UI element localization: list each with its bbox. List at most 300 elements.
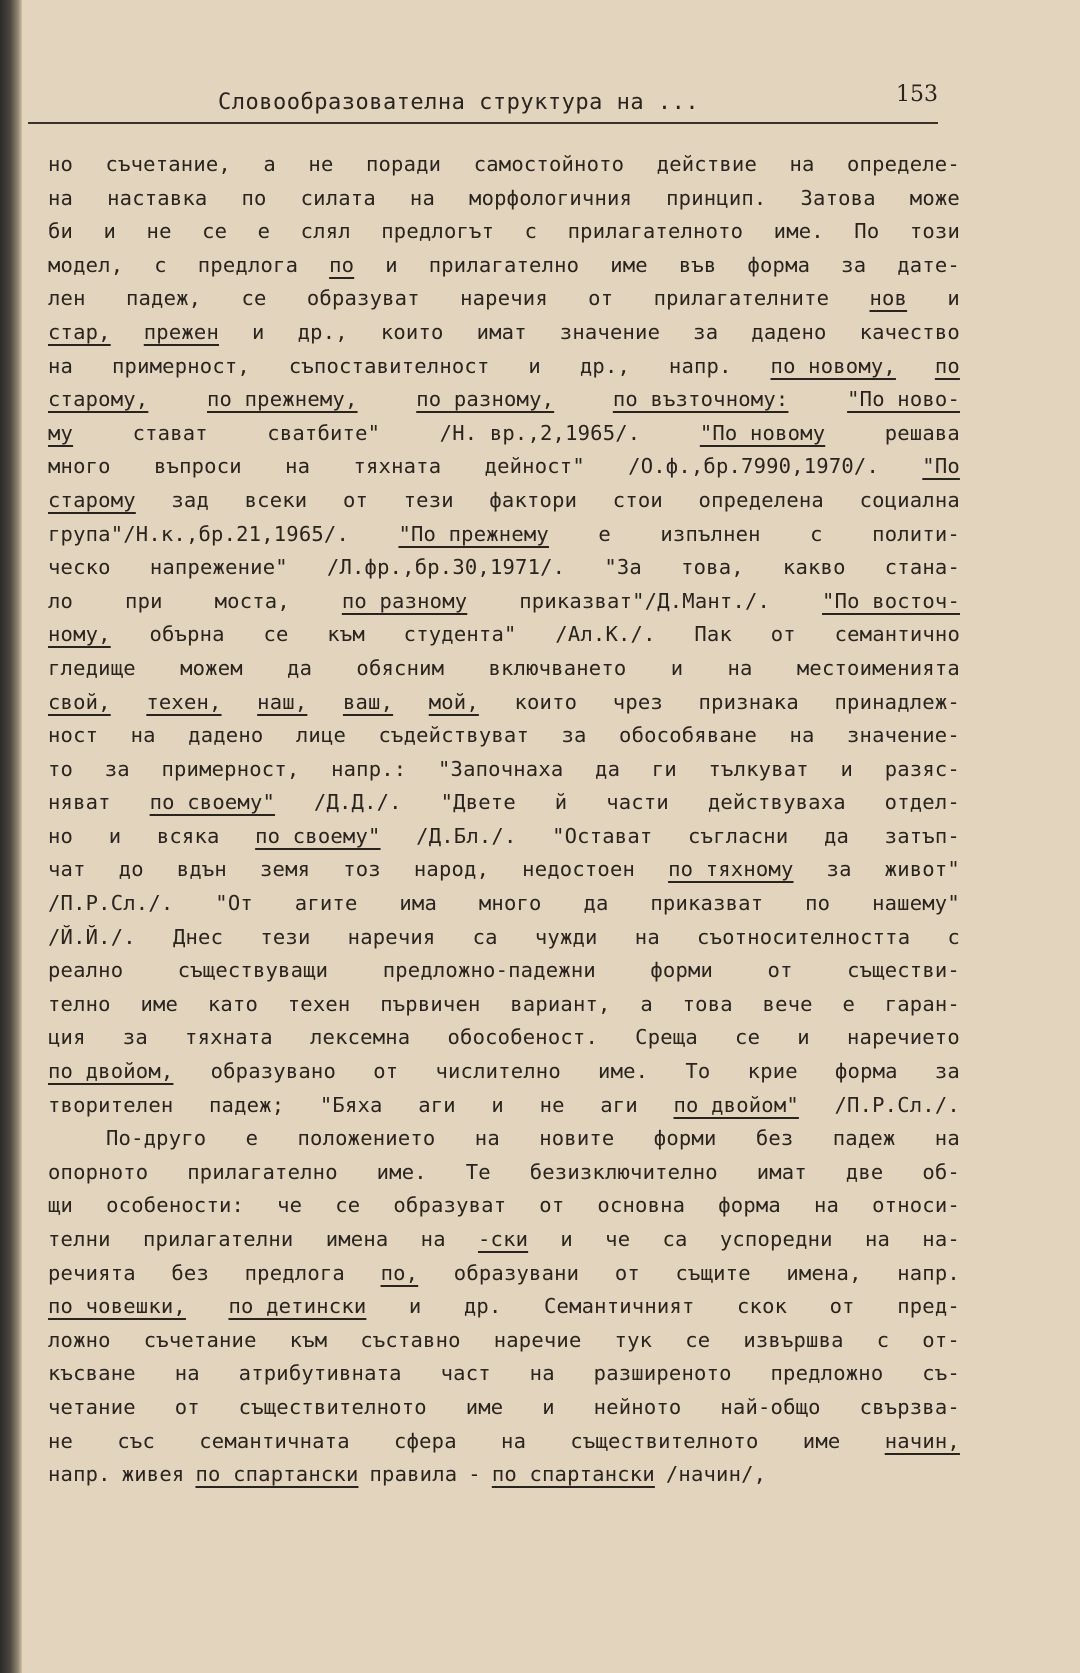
underlined-term: "По новому (699, 420, 826, 445)
word: форми (653, 1126, 717, 1151)
text-line (48, 383, 960, 417)
word: морфологичния (469, 185, 633, 210)
word: име. (598, 1059, 649, 1084)
text-line (48, 786, 960, 820)
word: на (529, 1361, 555, 1386)
word: крие (747, 1059, 798, 1084)
word: семантичната (199, 1428, 350, 1453)
word: др. (463, 1294, 502, 1319)
text-line (48, 148, 960, 182)
word: с (947, 924, 960, 949)
word: /Ал.К./. (555, 622, 656, 647)
word: можем (180, 655, 243, 680)
page-header (28, 80, 938, 124)
word: и (408, 1294, 422, 1319)
word: на (48, 185, 74, 210)
word: към (289, 1327, 328, 1352)
word: др., (297, 319, 348, 344)
word: че (277, 1193, 303, 1218)
text-line (48, 518, 960, 552)
word: свързва- (859, 1394, 960, 1419)
word: на (864, 1227, 891, 1251)
word: извършва (743, 1327, 844, 1352)
underlined-term: "По восточ- (822, 588, 960, 613)
word: се (241, 286, 267, 311)
underlined-term: му (48, 420, 74, 445)
word: падеж (832, 1126, 896, 1151)
word: от (373, 1059, 399, 1084)
word: към (327, 622, 365, 647)
word: от (614, 1260, 640, 1285)
text-line (48, 753, 960, 787)
word: напр. (897, 1260, 960, 1285)
word: на (474, 1126, 500, 1151)
word: числително (435, 1059, 561, 1084)
word: Затова (800, 185, 876, 210)
word: полити- (872, 521, 960, 546)
word: тези (260, 924, 311, 949)
word: име. (773, 219, 824, 244)
word: слял (300, 219, 351, 244)
word: този (909, 219, 960, 244)
word: от (829, 1294, 855, 1319)
word: се (335, 1193, 361, 1218)
word: че (605, 1227, 631, 1251)
word: сфера (394, 1428, 457, 1453)
word: обърна (149, 622, 225, 647)
text-line (48, 652, 960, 686)
word: група"/Н.к.,бр.21,1965/. (48, 521, 350, 546)
word: предлогът (381, 219, 495, 244)
book-binding-shadow (0, 0, 22, 1673)
word: вариант, (510, 991, 611, 1016)
text-line (48, 1458, 960, 1492)
word: име (802, 1428, 841, 1453)
text-line (48, 1055, 960, 1089)
word: "От (215, 891, 253, 916)
word: съгласни (688, 823, 789, 848)
underlined-term: -ски (477, 1227, 529, 1251)
page-number: 153 (896, 82, 938, 107)
word: съотносителността (697, 924, 911, 949)
word: форми (650, 958, 714, 983)
word: моста, (214, 588, 290, 613)
word: и (103, 219, 117, 244)
word: й (554, 790, 568, 815)
word: безизключително (529, 1159, 718, 1184)
text-line (48, 585, 960, 619)
body-text (48, 148, 960, 1492)
word: съществуващи (177, 958, 329, 983)
word: относи- (872, 1193, 960, 1218)
word: агите (294, 891, 358, 916)
underlined-term: по своему" (149, 790, 276, 815)
word: разяс- (884, 756, 960, 781)
underlined-term: по двойом, (48, 1059, 174, 1084)
word: от (767, 958, 793, 983)
word: пред- (897, 1294, 960, 1319)
underlined-term: по тяхному (668, 857, 794, 882)
word: предложно (770, 1361, 884, 1386)
underlined-term: по двойом" (673, 1092, 799, 1117)
word: съществителното (238, 1394, 427, 1419)
word: имена (325, 1227, 389, 1251)
underlined-term: по своему" (255, 823, 381, 848)
word: телни (48, 1227, 111, 1251)
text-line (48, 1425, 960, 1459)
word: ги (651, 756, 677, 781)
text-line (48, 350, 960, 384)
word: правила (369, 1462, 458, 1487)
underlined-term: нов (869, 286, 908, 311)
underlined-term: стар, (48, 319, 111, 344)
word: изпълнен (660, 521, 761, 546)
word: за (934, 1059, 960, 1084)
word: лексемна (310, 1025, 411, 1050)
word: поради (365, 152, 442, 176)
word: По (854, 219, 880, 244)
word: и (560, 1227, 573, 1251)
word: образуват (306, 286, 420, 311)
word: от (588, 286, 614, 311)
word: прилагателни (142, 1227, 294, 1251)
word: на (727, 655, 753, 680)
word: особености: (106, 1193, 245, 1218)
word: имена, (786, 1260, 862, 1285)
underlined-term: по (329, 252, 355, 277)
word: но (48, 152, 74, 176)
word: стана- (884, 555, 960, 580)
word: съществителното (570, 1428, 759, 1453)
word: тяхната (185, 1025, 273, 1050)
underlined-term: по възточному: (612, 387, 789, 412)
word: /Й.Й./. (48, 924, 136, 949)
word: тези (403, 487, 454, 512)
word: същите (675, 1260, 751, 1285)
word: за (561, 723, 587, 748)
underlined-term: мой, (428, 689, 479, 714)
word: скок (736, 1294, 788, 1319)
word: действие (656, 152, 757, 176)
word: се (202, 219, 228, 244)
word: напр. (668, 353, 732, 378)
word: гледище (48, 655, 136, 680)
word: с (810, 521, 823, 546)
word: от (770, 622, 796, 647)
word: образувани (453, 1260, 580, 1285)
word: ция (48, 1025, 86, 1050)
word: По-друго (106, 1126, 207, 1151)
word: съставно (360, 1327, 461, 1352)
word: с (154, 252, 167, 277)
word: на (789, 723, 815, 748)
word: затъп- (884, 823, 960, 848)
word: наречия (347, 924, 436, 949)
word: включването (488, 655, 627, 680)
word: съпоставителност (288, 353, 490, 378)
word: от (174, 1394, 200, 1419)
underlined-term: наш, (257, 689, 308, 714)
word: Семантичният (544, 1294, 695, 1319)
word: качество (859, 319, 960, 344)
word: за (122, 1025, 148, 1050)
word: силата (300, 185, 376, 210)
word: основна (597, 1193, 686, 1218)
word: ложно (48, 1327, 111, 1352)
word: на (634, 924, 660, 949)
word: по (241, 185, 267, 210)
word: е (598, 521, 611, 546)
word: от (342, 487, 369, 512)
word: и (491, 1092, 504, 1117)
word: за (841, 252, 867, 277)
word: значение- (847, 723, 960, 748)
word: вдън (176, 857, 227, 882)
word: за (826, 857, 852, 882)
word: Днес (172, 924, 224, 949)
word: примерност, (161, 756, 300, 781)
word: значение (559, 319, 661, 344)
word: не (48, 1428, 74, 1453)
word: да (287, 655, 313, 680)
word: /П.Р.Сл./. (834, 1092, 960, 1117)
word: др., (579, 353, 631, 378)
word: об- (922, 1159, 960, 1184)
word: съчетание, (105, 152, 231, 176)
text-line (48, 853, 960, 887)
word: четание (48, 1394, 136, 1419)
word: предлога (197, 252, 299, 277)
word: а (263, 152, 276, 176)
text-line (48, 484, 960, 518)
word: форма (835, 1059, 898, 1084)
word: опорното (48, 1159, 149, 1184)
underlined-term: по човешки, (48, 1294, 186, 1319)
word: Те (465, 1159, 491, 1184)
text-line (48, 686, 960, 720)
word: и (528, 353, 541, 378)
underlined-term: старому, (48, 387, 149, 412)
word: наречие (493, 1327, 582, 1352)
word: То (685, 1059, 711, 1084)
text-line (48, 1021, 960, 1055)
text-line (48, 820, 960, 854)
text-line (48, 1391, 960, 1425)
word: наречието (847, 1025, 960, 1050)
word: части (606, 790, 669, 815)
text-line (48, 988, 960, 1022)
word: форма (747, 252, 811, 277)
text-line (48, 1357, 960, 1391)
underlined-term: по новому, (770, 353, 896, 378)
word: тук (614, 1327, 653, 1352)
word: положението (297, 1126, 436, 1151)
word: какво (782, 555, 846, 580)
word: и (108, 823, 122, 848)
word: част (440, 1361, 491, 1386)
word: успоредни (719, 1227, 833, 1251)
word: до (118, 857, 144, 882)
word: имат (756, 1159, 807, 1184)
word: Пак (694, 622, 732, 647)
word: реално (48, 958, 124, 983)
text-line (48, 1290, 960, 1324)
word: не (539, 1092, 565, 1117)
text-line (48, 1257, 960, 1291)
word: на (789, 152, 815, 176)
word: "Остават (552, 823, 653, 848)
word: се (735, 1025, 761, 1050)
word: на (174, 1361, 200, 1386)
word: образувано (210, 1059, 337, 1084)
word: съчетание (143, 1327, 257, 1352)
word: новите (539, 1126, 615, 1151)
word: които (514, 689, 578, 714)
word: чат (48, 857, 86, 882)
word: със (117, 1428, 155, 1453)
word: дадено (751, 319, 827, 344)
word: "Бяха (319, 1092, 383, 1117)
word: много (48, 454, 111, 479)
text-line (48, 887, 960, 921)
word: с (876, 1327, 890, 1352)
word: може (909, 185, 960, 210)
word: стават (132, 420, 208, 445)
word: напр. (48, 1462, 111, 1487)
word: за (693, 319, 719, 344)
word: /Д.Бл./. (416, 823, 517, 848)
word: и (797, 1025, 810, 1050)
word: /Н. вр.,2,1965/. (439, 420, 641, 445)
word: да (823, 823, 850, 848)
word: лен (48, 286, 86, 311)
word: чрез (612, 689, 663, 714)
text-line (48, 954, 960, 988)
word: модел, (48, 252, 124, 277)
underlined-term: начин, (884, 1428, 960, 1453)
underlined-term: "По ново- (847, 387, 960, 412)
word: на (48, 353, 74, 378)
word: на (501, 1428, 527, 1453)
text-line (48, 282, 960, 316)
word: стои (612, 487, 663, 512)
word: ческо (48, 555, 111, 580)
word: приказват"/Д.Мант./. (519, 588, 771, 613)
word: /начин/, (665, 1462, 767, 1487)
word: /П.Р.Сл./. (48, 891, 174, 916)
word: определена (698, 487, 824, 512)
word: отдел- (884, 790, 960, 815)
word: прилагателно (187, 1159, 338, 1184)
word: и (670, 655, 684, 680)
underlined-term: ному, (48, 622, 111, 647)
word: наречия (460, 286, 548, 311)
word: са (472, 924, 498, 949)
word: наставка (107, 185, 208, 210)
word: не (308, 152, 334, 176)
word: недостоен (522, 857, 636, 882)
word: на (130, 723, 156, 748)
underlined-term: по разному (341, 588, 468, 613)
word: които (380, 319, 444, 344)
word: на (934, 1126, 960, 1151)
word: късване (48, 1361, 136, 1386)
word: във (678, 252, 717, 277)
word: най-общо (720, 1394, 821, 1419)
word: да (583, 891, 609, 916)
word: без (171, 1260, 210, 1285)
text-line (48, 316, 960, 350)
word: и (385, 252, 398, 277)
word: нейното (593, 1394, 682, 1419)
word: социална (859, 487, 960, 512)
word: съдействуват (378, 723, 530, 748)
word: вече (762, 991, 813, 1016)
word: и (840, 756, 854, 781)
word: телно (48, 991, 111, 1016)
word: от (539, 1193, 565, 1218)
word: и (947, 286, 960, 311)
word: речията (48, 1260, 136, 1285)
word: е (257, 219, 271, 244)
word: аги (418, 1092, 456, 1117)
word: гаран- (884, 991, 960, 1016)
text-line (48, 1223, 960, 1257)
word: обособеност. (447, 1025, 599, 1050)
word: две (845, 1159, 884, 1184)
word: народ, (413, 857, 490, 882)
word: прилагателно (428, 252, 580, 277)
text-line (48, 249, 960, 283)
word: ност (48, 723, 99, 748)
word: /Д.Д./. (313, 790, 402, 815)
word: сватбите" (267, 420, 381, 445)
text-line (48, 551, 960, 585)
word: на- (922, 1227, 960, 1251)
underlined-term: "По (922, 454, 960, 479)
word: местоименията (796, 655, 960, 680)
word: форма (718, 1193, 781, 1218)
word: първичен (380, 991, 481, 1016)
word: е (245, 1126, 259, 1151)
text-line (48, 719, 960, 753)
word: "Започнаха (437, 756, 564, 781)
word: име (140, 991, 179, 1016)
word: "Двете (440, 790, 516, 815)
underlined-term: по спартански (195, 1462, 359, 1487)
word: това, (681, 555, 744, 580)
text-line (48, 1189, 960, 1223)
word: определе- (847, 152, 960, 176)
word: зад (171, 487, 210, 512)
underlined-term: по, (380, 1260, 419, 1285)
word: но (48, 823, 74, 848)
word: принадлеж- (834, 689, 960, 714)
word: предложно-падежни (382, 958, 596, 983)
underlined-term: техен, (146, 689, 222, 714)
word: обясним (356, 655, 445, 680)
underlined-term: свой, (48, 689, 111, 714)
underlined-term: по разному, (416, 387, 555, 412)
word: чужди (534, 924, 598, 949)
underlined-term: по детински (228, 1294, 367, 1319)
word: е (842, 991, 855, 1016)
word: фактори (489, 487, 578, 512)
word: падеж; (209, 1092, 285, 1117)
underlined-term: по прежнему, (207, 387, 358, 412)
word: име (465, 1394, 504, 1419)
word: Среща (635, 1025, 698, 1050)
